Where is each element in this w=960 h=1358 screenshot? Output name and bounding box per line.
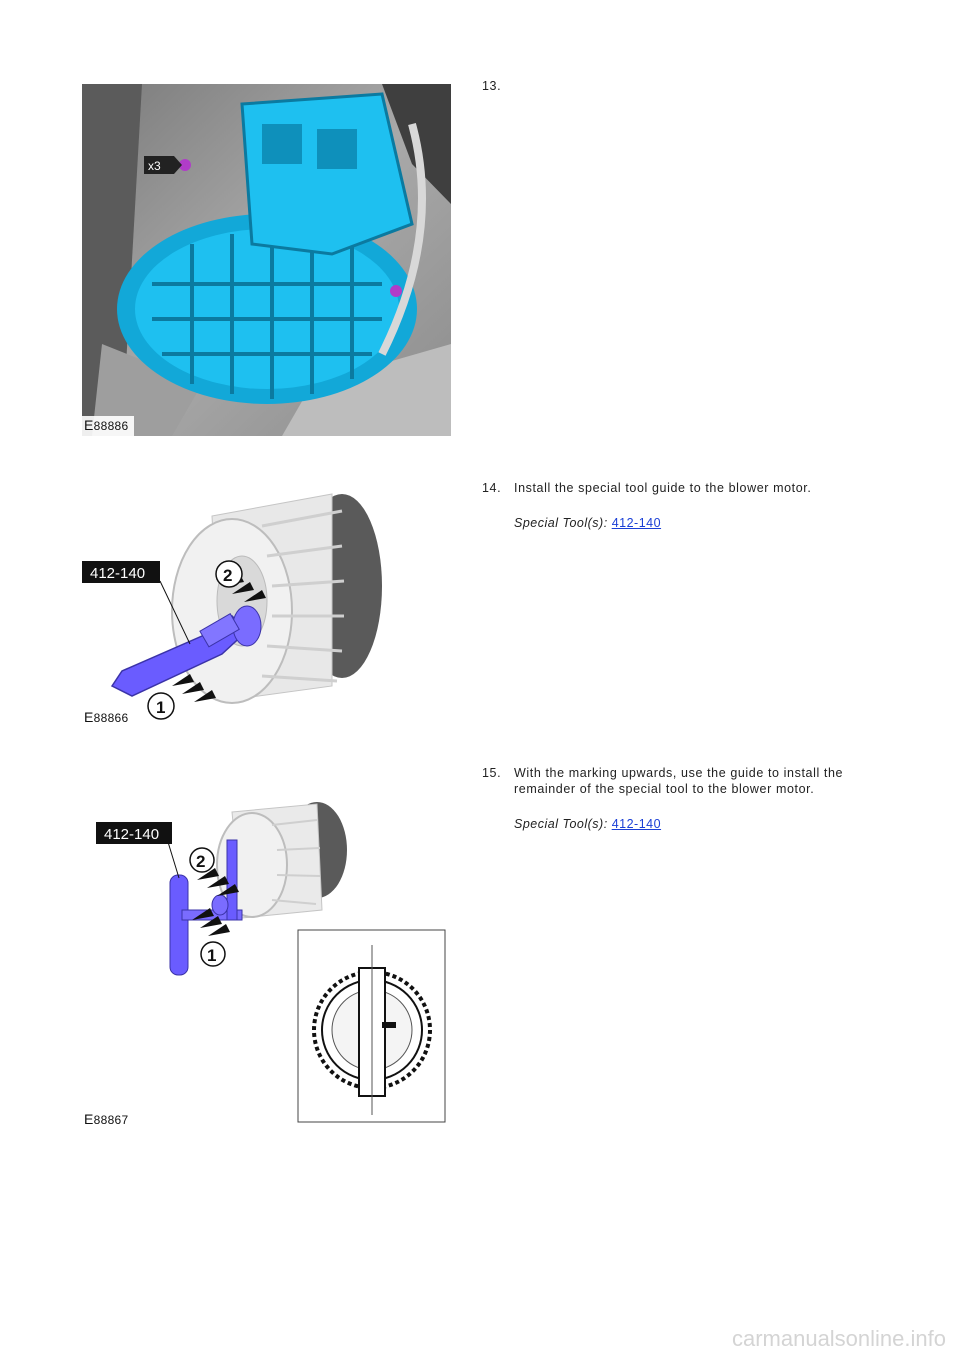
special-tool-line [514, 817, 661, 831]
figure-code: E88886 [84, 417, 129, 433]
special-tool-line [514, 516, 661, 530]
callout-2: 2 [196, 852, 206, 871]
step-text: Install the special tool guide to the blower motor. [514, 481, 812, 495]
blower-motor-guide-illustration [82, 486, 459, 726]
step-number: 13. [482, 79, 502, 93]
blower-motor [172, 494, 382, 703]
detail-inset [298, 930, 445, 1122]
tool-tag: 412-140 [90, 565, 146, 582]
step-text: With the marking upwards, use the guide to install the remainder of the special tool to the blower motor. [514, 766, 844, 796]
special-tool-link[interactable]: 412-140 [611, 516, 662, 530]
special-tool-label: Special Tool(s): [514, 817, 608, 831]
figure-code: E88867 [84, 1111, 129, 1127]
figure-e88867 [82, 800, 452, 1128]
callout-2: 2 [223, 566, 233, 585]
tool-tag: 412-140 [104, 826, 160, 843]
callout-1: 1 [207, 946, 217, 965]
blower-motor-tool-install-illustration [82, 800, 452, 1128]
step-number: 15. [482, 766, 502, 780]
special-tool-link[interactable]: 412-140 [611, 817, 662, 831]
callout-x3: x3 [148, 159, 161, 173]
figure-e88866 [82, 486, 459, 726]
step-number: 14. [482, 481, 502, 495]
blower-housing-illustration [82, 84, 451, 436]
figure-e88886 [82, 84, 451, 436]
watermark: carmanualsonline.info [731, 1326, 946, 1351]
callout-1: 1 [156, 698, 166, 717]
figure-code: E88866 [84, 709, 129, 725]
special-tool-label: Special Tool(s): [514, 516, 608, 530]
